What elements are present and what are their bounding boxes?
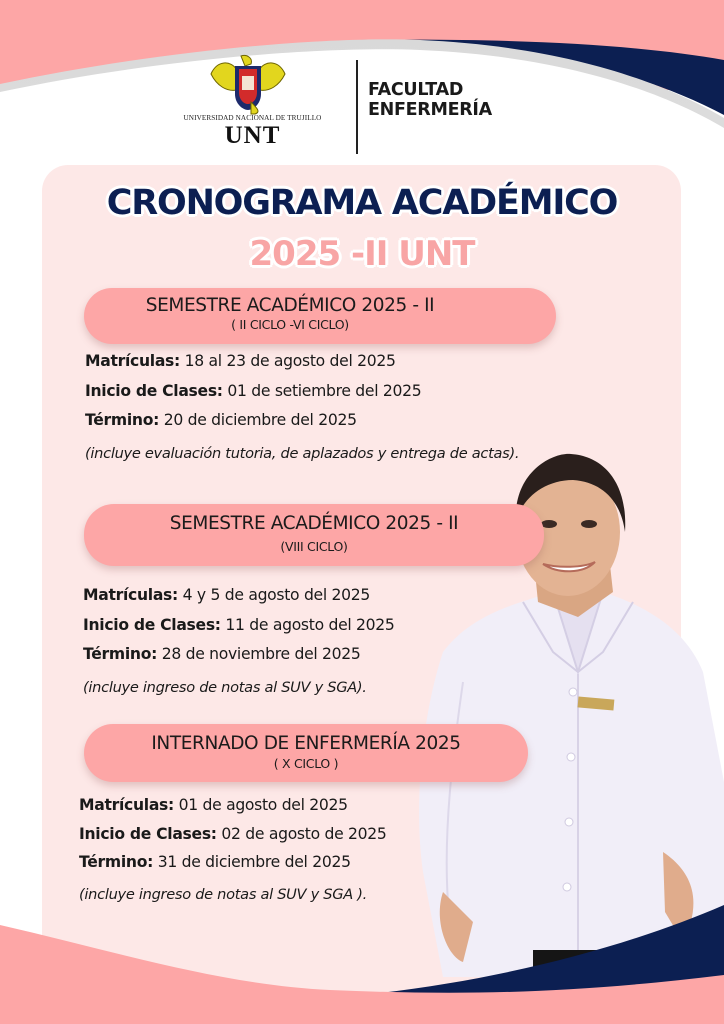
detail-label: Término: [85,411,160,429]
faculty-line-1: FACULTAD [368,80,464,100]
section-title: SEMESTRE ACADÉMICO 2025 - II [145,295,435,316]
section-header-1 [84,288,556,344]
detail-label: Inicio de Clases: [85,381,223,400]
section-details-1 [85,352,530,467]
faculty-name [368,80,492,120]
detail-label: Término: [79,853,154,871]
detail-row-start [83,616,423,646]
detail-row-enrollment [79,796,439,825]
university-crest-icon [207,54,289,116]
section-title: SEMESTRE ACADÉMICO 2025 - II [169,513,459,534]
detail-note: (incluye ingreso de notas al SUV y SGA ). [79,885,367,903]
detail-row-enrollment [83,586,423,616]
header-divider [356,60,358,154]
section-details-2 [83,586,423,701]
detail-value: 28 de noviembre del 2025 [157,645,361,663]
detail-value: 31 de diciembre del 2025 [153,853,351,871]
detail-label: Término: [83,645,158,663]
detail-value: 01 de setiembre del 2025 [222,381,422,400]
section-header-3 [84,724,528,782]
detail-row-start [85,382,530,412]
detail-note: (incluye evaluación tutoria, de aplazados y entrega de actas). [85,444,520,462]
page-subtitle: 2025 -II UNT [249,234,475,274]
detail-value: 20 de diciembre del 2025 [159,411,357,429]
detail-label: Matrículas: [83,586,178,604]
university-abbreviation: UNT [224,122,281,149]
detail-label: Matrículas: [85,352,180,370]
section-subtitle: ( X CICLO ) [273,756,339,771]
detail-row-start [79,825,439,854]
university-logo [165,52,340,152]
section-header-2 [84,504,544,566]
detail-value: 02 de agosto de 2025 [216,824,387,843]
page-title: CRONOGRAMA ACADÉMICO [106,183,618,223]
detail-label: Inicio de Clases: [83,615,221,634]
university-name: UNIVERSIDAD NACIONAL DE TRUJILLO [183,114,322,122]
section-details-3 [79,796,439,908]
detail-value: 18 al 23 de agosto del 2025 [179,352,396,370]
detail-row-end [79,853,439,882]
detail-value: 01 de agosto del 2025 [173,796,348,814]
section-subtitle: (VIII CICLO) [280,539,348,554]
detail-row-end [85,411,530,441]
detail-value: 4 y 5 de agosto del 2025 [177,586,371,604]
detail-row-enrollment [85,352,530,382]
faculty-line-2: ENFERMERÍA [368,100,492,120]
detail-note: (incluye ingreso de notas al SUV y SGA). [83,678,367,696]
detail-label: Inicio de Clases: [79,824,217,843]
detail-row-end [83,645,423,675]
detail-label: Matrículas: [79,796,174,814]
section-title: INTERNADO DE ENFERMERÍA 2025 [151,733,461,754]
detail-value: 11 de agosto del 2025 [220,615,395,634]
section-subtitle: ( II CICLO -VI CICLO) [231,317,349,332]
